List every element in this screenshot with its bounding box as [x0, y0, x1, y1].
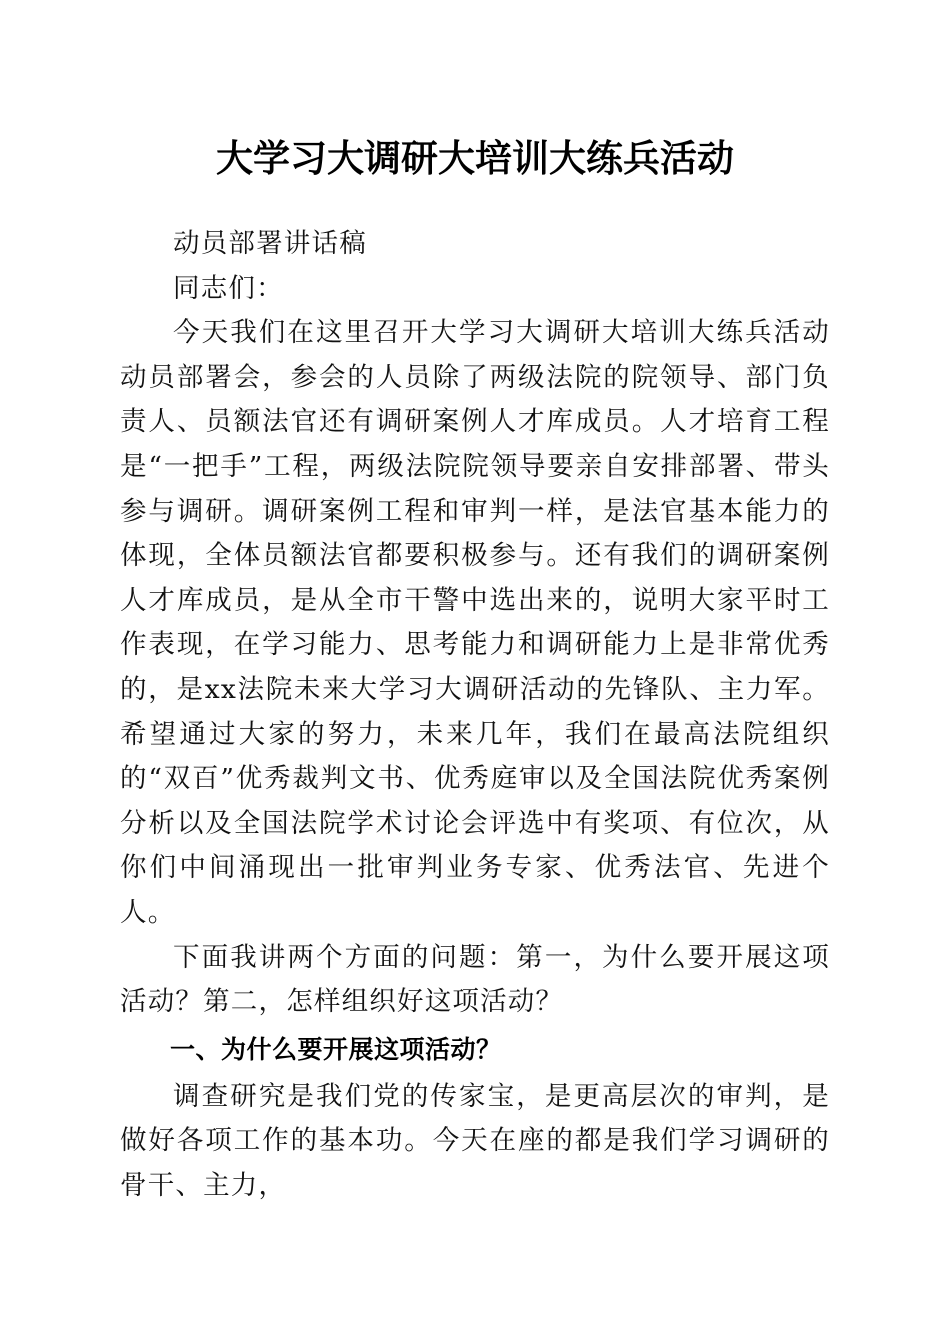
document-title: 大学习大调研大培训大练兵活动 — [216, 136, 734, 180]
salutation: 同志们： — [173, 272, 284, 304]
document-body — [120, 222, 830, 1208]
body-paragraph: 今天我们在这里召开大学习大调研大培训大练兵活动动员部署会，参会的人员除了两级法院的院领导、部门负责人、员额法官还有调研案例人才库成员。人才培育工程是“一把手”工程，两级法院院领导要亲自安排部署、带头参与调研。调研案例工程和审判一样，是法官基本能力的体现，全体员额法官都要积极参与。还有我们的调研案例人才库成员，是从全市干警中选出来的，说明大家平时工作表现，在学习能力、思考能力和调研能力上是非常优秀的，是xx法院未来大学习大调研活动的先锋队、主力军。希望通过大家的努力，未来几年，我们在最高法院组织的“双百”优秀裁判文书、优秀庭审以及全国法院优秀案例分析以及全国法院学术讨论会评选中有奖项、有位次，从你们中间涌现出一批审判业务专家、优秀法官、先进个人。 — [120, 317, 830, 928]
subtitle: 动员部署讲话稿 — [173, 228, 367, 259]
section-heading: 一、为什么要开展这项活动？ — [170, 1034, 502, 1064]
body-paragraph: 下面我讲两个方面的问题：第一，为什么要开展这项活动？第二，怎样组织好这项活动？ — [120, 941, 830, 1018]
section-paragraph: 调查研究是我们党的传家宝，是更高层次的审判，是做好各项工作的基本功。今天在座的都是我们学习调研的骨干、主力， — [120, 1080, 830, 1201]
